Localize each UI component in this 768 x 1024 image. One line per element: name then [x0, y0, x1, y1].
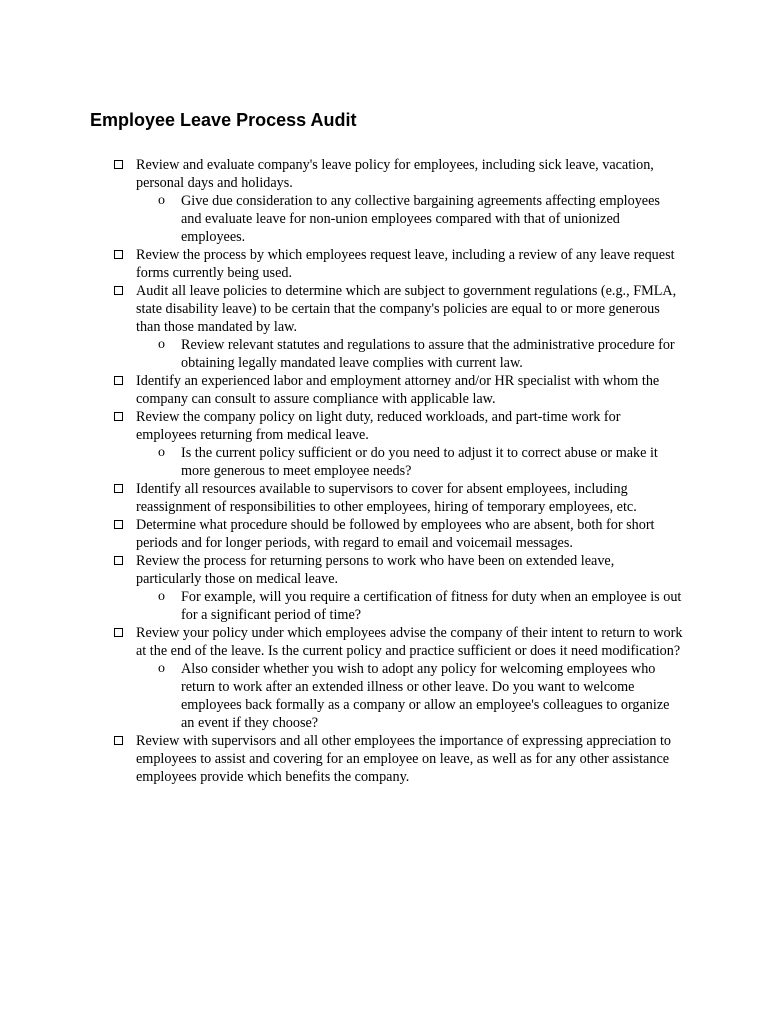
sub-list — [136, 192, 683, 246]
checklist-item — [113, 408, 683, 480]
sub-item — [136, 444, 683, 480]
circle-bullet-icon: o — [158, 337, 165, 352]
checklist-item — [113, 552, 683, 624]
sub-item-text: Also consider whether you wish to adopt any policy for welcoming employees who return to work after an extended illness or other leave. Do you want to welcome employees back formally as a company or allow an employee's colleagues to organize an event if they choose? — [181, 661, 670, 731]
checkbox-icon — [114, 736, 123, 745]
audit-checklist — [113, 156, 683, 786]
circle-bullet-icon: o — [158, 193, 165, 208]
checkbox-icon — [114, 556, 123, 565]
checklist-item-text: Review the process by which employees request leave, including a review of any leave request forms currently being used. — [136, 247, 675, 281]
checkbox-icon — [114, 376, 123, 385]
checkbox-icon — [114, 160, 123, 169]
sub-item-text: Give due consideration to any collective bargaining agreements affecting employees and evaluate leave for non-union employees compared with that of unionized employees. — [181, 193, 660, 245]
checklist-item-text: Identify all resources available to supervisors to cover for absent employees, including reassignment of responsibilities to other employees, hiring of temporary employees, etc. — [136, 481, 637, 515]
checkbox-icon — [114, 520, 123, 529]
checklist-item-text: Determine what procedure should be followed by employees who are absent, both for short periods and for longer periods, with regard to email and voicemail messages. — [136, 517, 655, 551]
checklist-item — [113, 624, 683, 732]
checklist-item — [113, 282, 683, 372]
sub-item — [136, 660, 683, 732]
checklist-item-text: Review the company policy on light duty, reduced workloads, and part-time work for employees returning from medical leave. — [136, 409, 621, 443]
sub-item — [136, 336, 683, 372]
checkbox-icon — [114, 412, 123, 421]
sub-list — [136, 444, 683, 480]
sub-list — [136, 336, 683, 372]
checklist-item-text: Identify an experienced labor and employment attorney and/or HR specialist with whom the company can consult to assure compliance with applicable law. — [136, 373, 660, 407]
circle-bullet-icon: o — [158, 589, 165, 604]
sub-item-text: Is the current policy sufficient or do you need to adjust it to correct abuse or make it more generous to meet employee needs? — [181, 445, 658, 479]
checkbox-icon — [114, 628, 123, 637]
checklist-item-text: Review and evaluate company's leave policy for employees, including sick leave, vacation, personal days and holidays. — [136, 157, 654, 191]
checklist-item — [113, 156, 683, 246]
checklist-item — [113, 732, 683, 786]
sub-item-text: Review relevant statutes and regulations to assure that the administrative procedure for obtaining legally mandated leave complies with current law. — [181, 337, 675, 371]
checklist-item-text: Review your policy under which employees advise the company of their intent to return to work at the end of the leave. Is the current policy and practice sufficient or does it need modification? — [136, 625, 683, 659]
circle-bullet-icon: o — [158, 661, 165, 676]
sub-item-text: For example, will you require a certification of fitness for duty when an employee is out for a significant period of time? — [181, 589, 682, 623]
checklist-item-text: Review with supervisors and all other employees the importance of expressing appreciation to employees to assist and covering for an employee on leave, as well as for any other assistance employees provide which benefits the company. — [136, 733, 672, 785]
checklist-item — [113, 480, 683, 516]
sub-list — [136, 588, 683, 624]
checkbox-icon — [114, 286, 123, 295]
checklist-item — [113, 246, 683, 282]
sub-item — [136, 588, 683, 624]
circle-bullet-icon: o — [158, 445, 165, 460]
checkbox-icon — [114, 250, 123, 259]
checklist-item — [113, 516, 683, 552]
checkbox-icon — [114, 484, 123, 493]
checklist-item-text: Audit all leave policies to determine which are subject to government regulations (e.g., FMLA, state disability leave) to be certain that the company's policies are equal to or more generous than those mandated by law. — [136, 283, 677, 335]
document-title: Employee Leave Process Audit — [90, 110, 357, 130]
checklist-item-text: Review the process for returning persons to work who have been on extended leave, particularly those on medical leave. — [136, 553, 615, 587]
sub-list — [136, 660, 683, 732]
sub-item — [136, 192, 683, 246]
checklist-item — [113, 372, 683, 408]
